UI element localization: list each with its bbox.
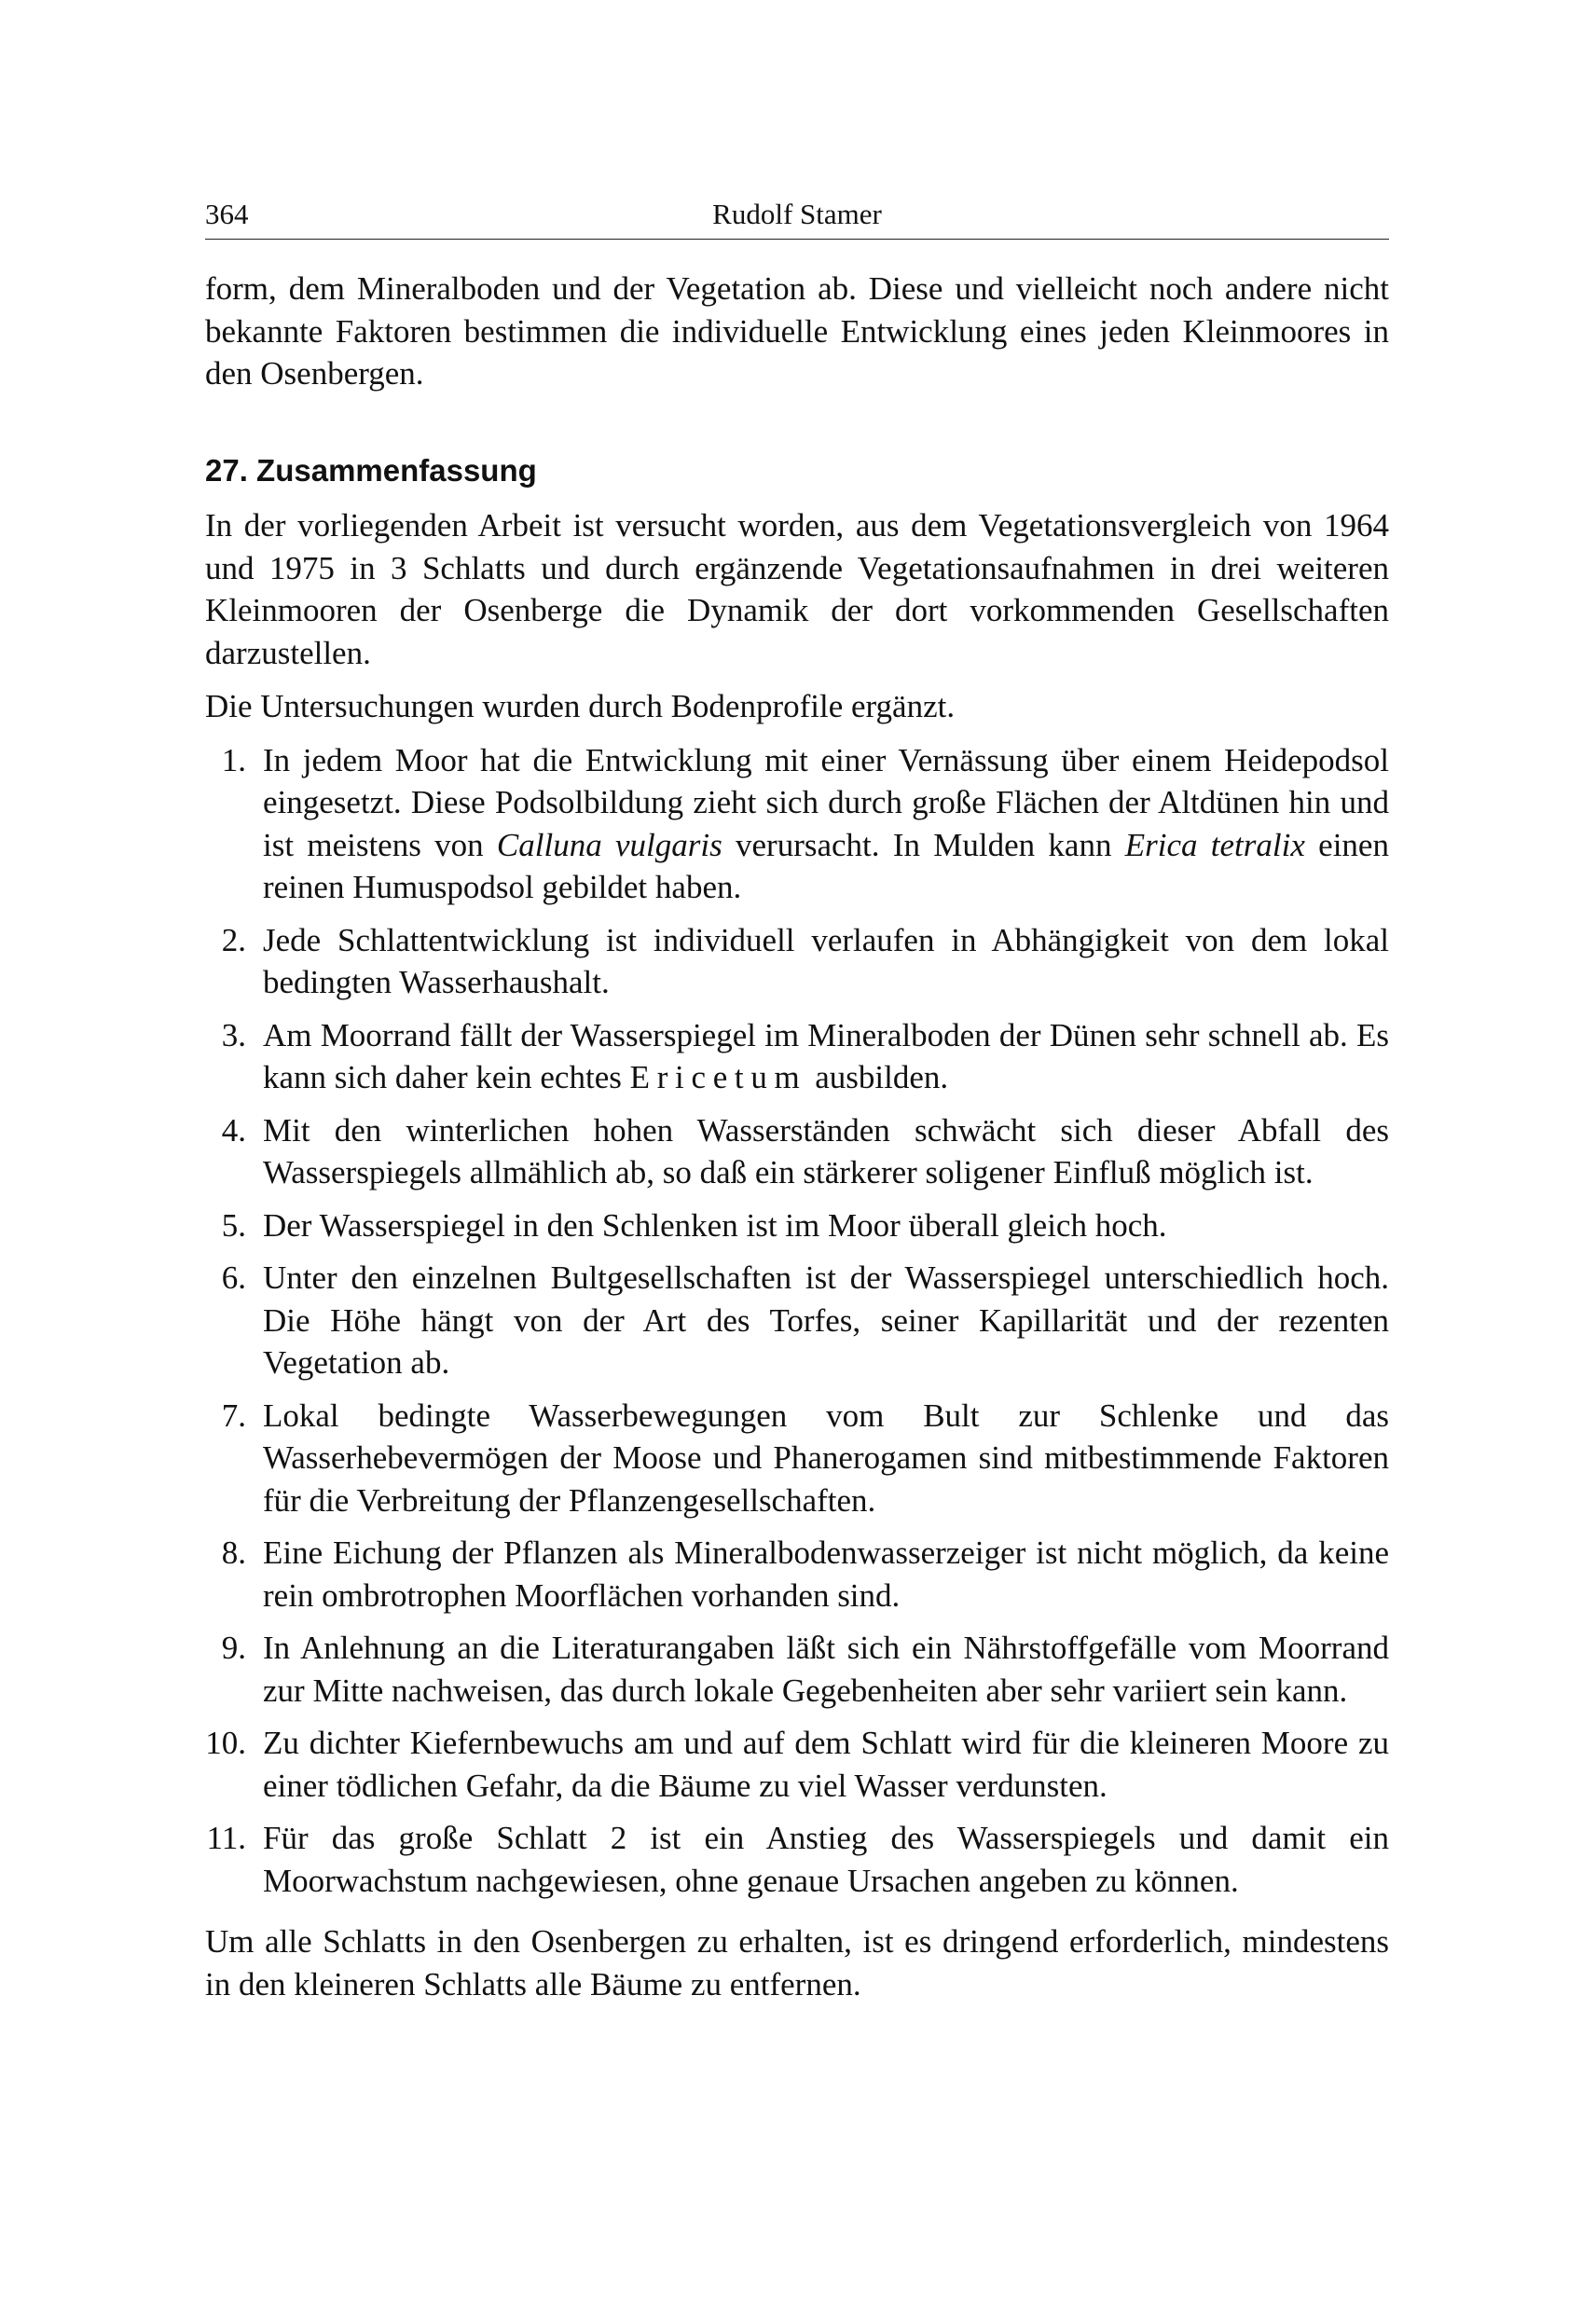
page-number: 364 xyxy=(205,198,249,230)
finding-text: Eine Eichung der Pflanzen als Mineralbodenwasserzeiger ist nicht möglich, da keine rein ombrotrophen Moorflächen vorhanden sind. xyxy=(263,1534,1389,1614)
finding-text: Am Moorrand fällt der Wasserspiegel im Mineralboden der Dünen sehr schnell ab. Es kann sich daher kein echtes xyxy=(263,1016,1389,1095)
finding-item xyxy=(205,919,1389,1004)
finding-text: Lokal bedingte Wasserbewegungen vom Bult zur Schlenke und das Wasserhebevermögen der Moose und Phanerogamen sind mitbestimmende Faktoren für die Verbreitung der Pflanzengesellschaften. xyxy=(263,1397,1389,1519)
species-name: Erica tetralix xyxy=(1124,826,1305,863)
finding-number: 3. xyxy=(221,1016,246,1053)
finding-item xyxy=(205,1109,1389,1194)
section-heading: 27. Zusammenfassung xyxy=(205,452,537,488)
intro-paragraph-2: Die Untersuchungen wurden durch Bodenprofile ergänzt. xyxy=(205,688,956,724)
body-text xyxy=(205,268,1389,2005)
spaced-term: Ericetum xyxy=(629,1059,807,1095)
finding-number: 9. xyxy=(221,1630,246,1666)
finding-text: Unter den einzelnen Bultgesellschaften ist der Wasserspiegel unterschiedlich hoch. Die Höhe hängt von der Art des Torfes, seiner Kapillarität und der rezenten Vegetation ab. xyxy=(263,1259,1389,1381)
running-header xyxy=(205,186,1389,240)
finding-item xyxy=(205,1014,1389,1099)
finding-number: 8. xyxy=(221,1534,246,1571)
finding-number: 7. xyxy=(221,1397,246,1434)
finding-item xyxy=(205,1257,1389,1384)
finding-number: 5. xyxy=(221,1206,246,1244)
finding-number: 4. xyxy=(221,1111,246,1149)
finding-text: Zu dichter Kiefernbewuchs am und auf dem Schlatt wird für die kleineren Moore zu einer tödlichen Gefahr, da die Bäume zu viel Wasser verdunsten. xyxy=(263,1725,1389,1804)
closing-paragraph: Um alle Schlatts in den Osenbergen zu erhalten, ist es dringend erforderlich, mindestens in den kleineren Schlatts alle Bäume zu entfernen. xyxy=(205,1923,1389,2002)
intro-paragraph: In der vorliegenden Arbeit ist versucht worden, aus dem Vegetationsvergleich von 1964 und 1975 in 3 Schlatts und durch ergänzende Vegetationsaufnahmen in drei weiteren Kleinmooren der Osenberge die Dynamik der dort vorkommenden Gesellschaften darzustellen. xyxy=(205,507,1389,671)
finding-text: Für das große Schlatt 2 ist ein Anstieg des Wasserspiegels und damit ein Moorwachstum nachgewiesen, ohne genaue Ursachen angeben zu können. xyxy=(263,1820,1389,1899)
finding-item xyxy=(205,1532,1389,1617)
finding-text: Der Wasserspiegel in den Schlenken ist im Moor überall gleich hoch. xyxy=(263,1206,1167,1244)
finding-item xyxy=(205,1817,1389,1902)
finding-number: 6. xyxy=(221,1259,246,1296)
findings-list xyxy=(205,739,1389,1903)
finding-text: verursacht. In Mulden kann xyxy=(722,826,1125,863)
finding-number: 10. xyxy=(205,1725,246,1761)
finding-item xyxy=(205,1395,1389,1522)
finding-item xyxy=(205,1627,1389,1712)
finding-number: 2. xyxy=(221,921,246,958)
finding-item xyxy=(205,739,1389,909)
finding-text: In jedem Moor hat die Entwicklung mit einer Vernässung über einem Heidepodsol eingesetzt. Diese Podsolbildung zieht sich durch große Flächen der Altdünen hin und ist meistens von xyxy=(263,741,1389,863)
finding-item xyxy=(205,1722,1389,1807)
finding-item xyxy=(205,1204,1389,1247)
book-page xyxy=(205,186,1389,2181)
running-title: Rudolf Stamer xyxy=(712,198,882,230)
finding-text: ausbilden. xyxy=(806,1059,949,1095)
finding-text: In Anlehnung an die Literaturangaben läßt sich ein Nährstoffgefälle vom Moorrand zur Mitte nachweisen, das durch lokale Gegebenheiten aber sehr variiert sein kann. xyxy=(263,1630,1389,1709)
finding-number: 11. xyxy=(206,1820,246,1856)
finding-text: einen reinen Humuspodsol gebildet haben. xyxy=(263,826,1389,905)
species-name: Calluna vulgaris xyxy=(496,826,722,863)
continued-paragraph: form, dem Mineralboden und der Vegetation ab. Diese und vielleicht noch andere nicht bekannte Faktoren bestimmen die individuelle Entwicklung eines jeden Kleinmoores in den Osenbergen. xyxy=(205,270,1389,392)
finding-text: Mit den winterlichen hohen Wasserständen schwächt sich dieser Abfall des Wasserspiegels allmählich ab, so daß ein stärkerer soligener Einfluß möglich ist. xyxy=(263,1111,1389,1190)
finding-number: 1. xyxy=(221,741,246,778)
finding-text: Jede Schlattentwicklung ist individuell verlaufen in Abhängigkeit von dem lokal bedingten Wasserhaushalt. xyxy=(263,921,1389,1000)
